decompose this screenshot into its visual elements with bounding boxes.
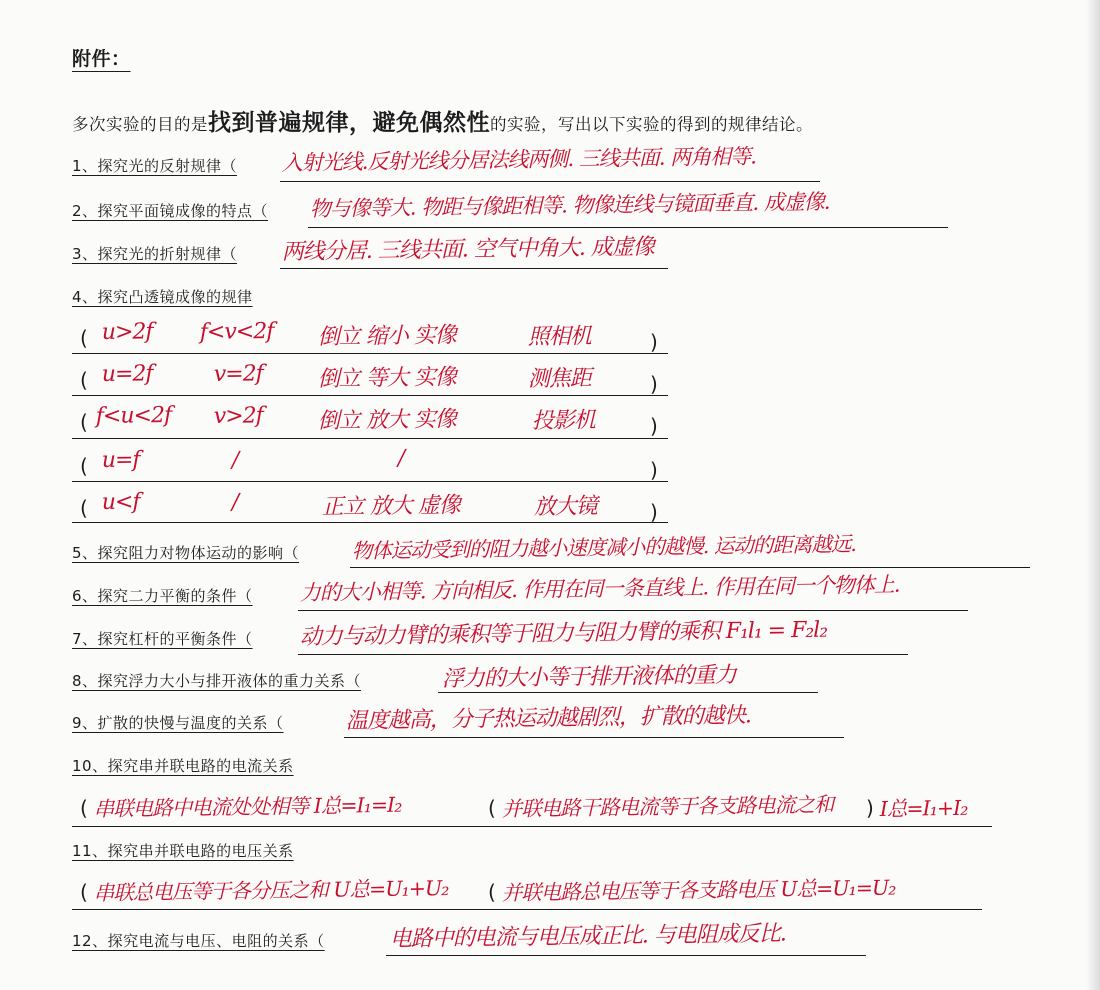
lens-image-distance: f<v<2f — [199, 318, 274, 345]
lens-row-open-paren: ( — [80, 410, 88, 434]
item-4-label: 4、探究凸透镜成像的规律 — [72, 288, 253, 306]
current-parallel-answer: 并联电路干路电流等于各支路电流之和 — [501, 792, 834, 822]
item-3-label: 3、探究光的折射规律（ — [72, 245, 238, 263]
item-2-underline — [308, 227, 948, 228]
item-6-label: 6、探究二力平衡的条件（ — [72, 587, 253, 605]
lens-object-distance: u=2f — [101, 361, 153, 387]
lens-object-distance: u=f — [101, 447, 140, 473]
item-8-label: 8、探究浮力大小与排开液体的重力关系（ — [72, 672, 362, 690]
voltage-parallel-answer: 并联电路总电压等于各支路电压 U总=U₁=U₂ — [501, 875, 896, 906]
lens-image-distance: / — [231, 489, 239, 515]
item-12-label: 12、探究电流与电压、电阻的关系（ — [72, 932, 325, 950]
lens-row-underline — [72, 481, 668, 482]
lens-image-nature: 倒立 等大 实像 — [317, 365, 456, 393]
lens-image-distance: / — [231, 447, 239, 473]
item-11-label: 11、探究串并联电路的电压关系 — [72, 842, 294, 860]
intro-after: 的实验，写出以下实验的得到的规律结论。 — [490, 115, 813, 134]
item-7-underline — [298, 654, 908, 655]
item-12-answer: 电路中的电流与电压成正比. 与电阻成反比. — [389, 921, 786, 953]
lens-row-close-paren: ) — [650, 414, 658, 438]
lens-image-nature: 倒立 缩小 实像 — [317, 323, 456, 351]
item-2-answer: 物与像等大. 物距与像距相等. 物像连线与镜面垂直. 成虚像. — [309, 189, 830, 222]
voltage-series-open-paren: ( — [80, 880, 88, 904]
lens-row-close-paren: ) — [650, 372, 658, 396]
current-relations-underline — [72, 826, 992, 827]
lens-row-open-paren: ( — [80, 454, 88, 478]
lens-row-underline — [72, 522, 668, 523]
intro-emphasis: 找到普遍规律，避免偶然性 — [208, 110, 490, 136]
lens-image-nature: / — [397, 445, 405, 471]
intro-before: 多次实验的目的是 — [72, 115, 208, 134]
lens-row-close-paren: ) — [650, 500, 658, 524]
item-3-answer: 两线分居. 三线共面. 空气中角大. 成虚像 — [281, 234, 654, 266]
current-series-open-paren: ( — [80, 796, 88, 820]
voltage-parallel-open-paren: ( — [488, 880, 496, 904]
item-5-underline — [350, 567, 1030, 568]
page-edge-shadow — [1086, 0, 1100, 990]
item-1-answer: 入射光线.反射光线分居法线两侧. 三线共面. 两角相等. — [281, 144, 756, 176]
item-5-answer: 物体运动受到的阻力越小速度减小的越慢. 运动的距离越远. — [351, 531, 856, 564]
lens-row-open-paren: ( — [80, 368, 88, 392]
voltage-relations-underline — [72, 909, 982, 910]
lens-row-underline — [72, 438, 668, 439]
lens-application: 照相机 — [527, 324, 591, 351]
item-9-label: 9、扩散的快慢与温度的关系（ — [72, 714, 284, 732]
current-series-answer: 串联电路中电流处处相等 I总=I₁=I₂ — [93, 792, 402, 822]
item-7-answer: 动力与动力臂的乘积等于阻力与阻力臂的乘积 F₁l₁ = F₂l₂ — [299, 617, 828, 651]
lens-row-open-paren: ( — [80, 496, 88, 520]
item-3-underline — [280, 268, 668, 269]
item-6-answer: 力的大小相等. 方向相反. 作用在同一条直线上. 作用在同一个物体上. — [299, 572, 900, 606]
intro-text — [72, 104, 813, 137]
lens-application: 投影机 — [531, 408, 595, 435]
item-8-underline — [438, 692, 818, 693]
item-2-label: 2、探究平面镜成像的特点（ — [72, 202, 269, 220]
lens-object-distance: u>2f — [101, 319, 153, 345]
item-6-underline — [298, 610, 968, 611]
lens-row-underline — [72, 353, 668, 354]
item-7-label: 7、探究杠杆的平衡条件（ — [72, 630, 253, 648]
item-9-underline — [344, 737, 844, 738]
lens-image-nature: 正立 放大 虚像 — [321, 493, 460, 521]
lens-image-distance: v=2f — [213, 361, 264, 387]
item-8-answer: 浮力的大小等于排开液体的重力 — [441, 662, 736, 693]
item-12-underline — [386, 955, 866, 956]
lens-object-distance: u<f — [101, 489, 140, 515]
lens-row-close-paren: ) — [650, 458, 658, 482]
current-parallel-close-paren: ) — [866, 796, 874, 820]
lens-image-nature: 倒立 放大 实像 — [317, 407, 456, 435]
item-1-underline — [280, 181, 820, 182]
item-1-label: 1、探究光的反射规律（ — [72, 157, 238, 175]
lens-application: 放大镜 — [533, 494, 597, 521]
current-parallel-open-paren: ( — [488, 796, 496, 820]
item-10-label: 10、探究串并联电路的电流关系 — [72, 757, 294, 775]
lens-row-underline — [72, 395, 668, 396]
current-parallel-formula: I总=I₁+I₂ — [879, 795, 968, 822]
lens-row-open-paren: ( — [80, 326, 88, 350]
lens-row-close-paren: ) — [650, 330, 658, 354]
page-title: 附件： — [72, 48, 131, 70]
lens-application: 测焦距 — [527, 366, 591, 393]
item-9-answer: 温度越高，分子热运动越剧烈，扩散的越快. — [345, 703, 751, 735]
lens-image-distance: v>2f — [213, 403, 264, 429]
lens-object-distance: f<u<2f — [95, 402, 172, 429]
item-5-label: 5、探究阻力对物体运动的影响（ — [72, 544, 300, 562]
voltage-series-answer: 串联总电压等于各分压之和 U总=U₁+U₂ — [93, 876, 449, 906]
